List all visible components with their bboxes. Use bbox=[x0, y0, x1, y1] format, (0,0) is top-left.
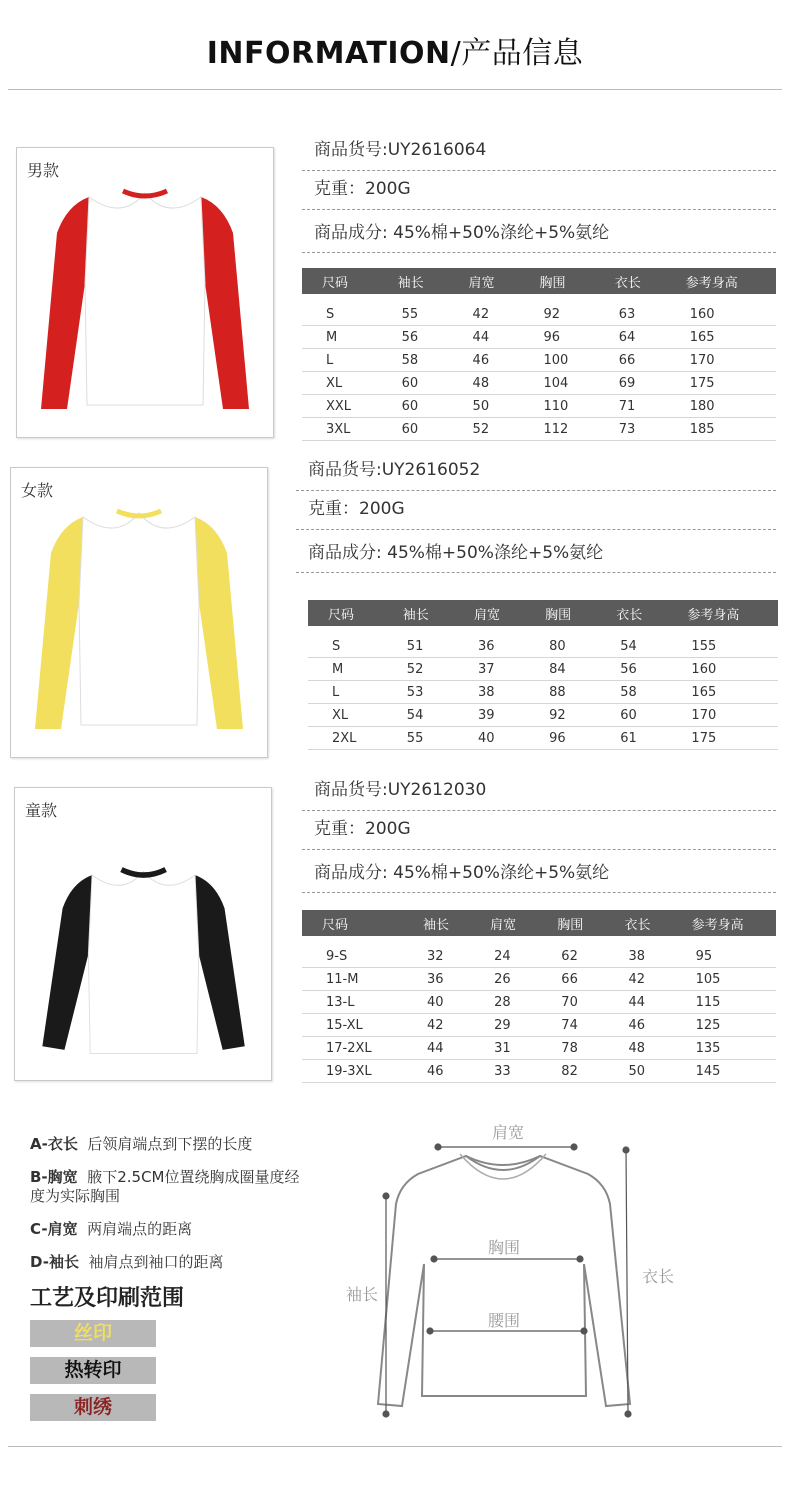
column-header: 胸围 bbox=[520, 268, 595, 294]
craft-screen-print: 丝印 bbox=[30, 1320, 156, 1347]
column-header: 肩宽 bbox=[449, 268, 520, 294]
table-row bbox=[302, 372, 776, 395]
product-info-men bbox=[302, 132, 776, 253]
table-cell: 46 bbox=[604, 1014, 671, 1037]
table-row bbox=[302, 936, 776, 968]
table-cell: 100 bbox=[520, 349, 595, 372]
size-table-kids bbox=[302, 910, 776, 1083]
label-chest: 胸围 bbox=[487, 1238, 521, 1257]
table-cell: XL bbox=[308, 704, 383, 727]
craft-embroidery: 刺绣 bbox=[30, 1394, 156, 1421]
table-cell: 56 bbox=[378, 326, 449, 349]
table-cell: 80 bbox=[525, 626, 596, 658]
table-cell: 125 bbox=[672, 1014, 776, 1037]
composition-line: 商品成分: 45%棉+50%涤纶+5%氨纶 bbox=[302, 210, 776, 253]
table-row bbox=[302, 968, 776, 991]
table-cell: 50 bbox=[449, 395, 520, 418]
table-header-row bbox=[302, 910, 776, 936]
raglan-shirt-image bbox=[25, 813, 261, 1071]
table-cell: 40 bbox=[454, 727, 525, 750]
column-header: 肩宽 bbox=[454, 600, 525, 626]
table-cell: 44 bbox=[403, 1037, 470, 1060]
table-cell: 40 bbox=[403, 991, 470, 1014]
table-row bbox=[302, 326, 776, 349]
table-cell: S bbox=[308, 626, 383, 658]
table-cell: 165 bbox=[666, 326, 776, 349]
table-cell: 32 bbox=[403, 936, 470, 968]
table-cell: 33 bbox=[470, 1060, 537, 1083]
column-header: 胸围 bbox=[537, 910, 604, 936]
table-cell: 51 bbox=[383, 626, 454, 658]
table-cell: 92 bbox=[525, 704, 596, 727]
table-cell: 55 bbox=[378, 294, 449, 326]
table-cell: 15-XL bbox=[302, 1014, 403, 1037]
table-cell: 44 bbox=[449, 326, 520, 349]
table-cell: 165 bbox=[667, 681, 778, 704]
column-header: 袖长 bbox=[403, 910, 470, 936]
size-table-men bbox=[302, 268, 776, 441]
table-cell: 96 bbox=[525, 727, 596, 750]
table-cell: 74 bbox=[537, 1014, 604, 1037]
table-cell: 175 bbox=[667, 727, 778, 750]
table-cell: 48 bbox=[604, 1037, 671, 1060]
table-cell: 104 bbox=[520, 372, 595, 395]
table-cell: 11-M bbox=[302, 968, 403, 991]
table-cell: 52 bbox=[383, 658, 454, 681]
sku-line: 商品货号:UY2616064 bbox=[302, 132, 776, 171]
table-cell: 170 bbox=[666, 349, 776, 372]
column-header: 尺码 bbox=[308, 600, 383, 626]
product-info-women bbox=[296, 452, 776, 573]
table-cell: 66 bbox=[595, 349, 666, 372]
table-cell: 26 bbox=[470, 968, 537, 991]
table-cell: 56 bbox=[596, 658, 667, 681]
table-cell: 36 bbox=[454, 626, 525, 658]
table-cell: 145 bbox=[672, 1060, 776, 1083]
table-cell: 185 bbox=[666, 418, 776, 441]
column-header: 尺码 bbox=[302, 910, 403, 936]
table-row bbox=[302, 991, 776, 1014]
table-cell: 175 bbox=[666, 372, 776, 395]
page-title bbox=[0, 28, 790, 72]
column-header: 衣长 bbox=[595, 268, 666, 294]
table-cell: L bbox=[302, 349, 378, 372]
table-cell: 115 bbox=[672, 991, 776, 1014]
weight-line: 克重：200G bbox=[296, 491, 776, 530]
table-cell: M bbox=[302, 326, 378, 349]
table-cell: 135 bbox=[672, 1037, 776, 1060]
table-cell: 170 bbox=[667, 704, 778, 727]
column-header: 参考身高 bbox=[672, 910, 776, 936]
table-cell: XL bbox=[302, 372, 378, 395]
product-photo-kids bbox=[14, 787, 272, 1081]
table-cell: 78 bbox=[537, 1037, 604, 1060]
table-cell: 54 bbox=[383, 704, 454, 727]
title-sub: /产品信息 bbox=[450, 36, 584, 71]
weight-line: 克重：200G bbox=[302, 811, 776, 850]
table-cell: 71 bbox=[595, 395, 666, 418]
table-cell: 58 bbox=[596, 681, 667, 704]
table-cell: 29 bbox=[470, 1014, 537, 1037]
table-cell: 88 bbox=[525, 681, 596, 704]
table-cell: 60 bbox=[378, 418, 449, 441]
table-cell: 3XL bbox=[302, 418, 378, 441]
table-cell: 28 bbox=[470, 991, 537, 1014]
label-shoulder: 肩宽 bbox=[491, 1123, 525, 1142]
table-cell: 69 bbox=[595, 372, 666, 395]
table-row bbox=[308, 658, 778, 681]
title-main: INFORMATION bbox=[206, 36, 451, 71]
column-header: 参考身高 bbox=[667, 600, 778, 626]
table-cell: 50 bbox=[604, 1060, 671, 1083]
table-cell: XXL bbox=[302, 395, 378, 418]
table-cell: 42 bbox=[449, 294, 520, 326]
table-row bbox=[308, 681, 778, 704]
product-info-kids bbox=[302, 772, 776, 893]
column-header: 衣长 bbox=[604, 910, 671, 936]
table-cell: 66 bbox=[537, 968, 604, 991]
table-cell: 62 bbox=[537, 936, 604, 968]
table-cell: 2XL bbox=[308, 727, 383, 750]
table-header-row bbox=[308, 600, 778, 626]
table-cell: 92 bbox=[520, 294, 595, 326]
table-header-row bbox=[302, 268, 776, 294]
table-cell: 60 bbox=[596, 704, 667, 727]
raglan-shirt-image bbox=[21, 493, 257, 751]
table-row bbox=[302, 1014, 776, 1037]
table-cell: 31 bbox=[470, 1037, 537, 1060]
table-cell: 96 bbox=[520, 326, 595, 349]
raglan-shirt-image bbox=[27, 173, 263, 431]
table-cell: 52 bbox=[449, 418, 520, 441]
table-row bbox=[302, 1060, 776, 1083]
table-row bbox=[302, 395, 776, 418]
table-cell: 38 bbox=[604, 936, 671, 968]
table-cell: S bbox=[302, 294, 378, 326]
legend-item: C-肩宽 两肩端点的距离 bbox=[30, 1220, 193, 1238]
label-length: 衣长 bbox=[641, 1267, 675, 1286]
table-cell: 46 bbox=[403, 1060, 470, 1083]
table-cell: 155 bbox=[667, 626, 778, 658]
table-row bbox=[308, 727, 778, 750]
column-header: 袖长 bbox=[378, 268, 449, 294]
table-cell: M bbox=[308, 658, 383, 681]
top-divider bbox=[8, 89, 782, 90]
table-cell: 42 bbox=[604, 968, 671, 991]
product-photo-men bbox=[16, 147, 274, 438]
table-cell: 36 bbox=[403, 968, 470, 991]
label-waist: 腰围 bbox=[487, 1311, 521, 1330]
table-cell: 42 bbox=[403, 1014, 470, 1037]
table-cell: 110 bbox=[520, 395, 595, 418]
table-cell: 60 bbox=[378, 395, 449, 418]
composition-line: 商品成分: 45%棉+50%涤纶+5%氨纶 bbox=[296, 530, 776, 573]
table-cell: 63 bbox=[595, 294, 666, 326]
table-cell: 70 bbox=[537, 991, 604, 1014]
column-header: 胸围 bbox=[525, 600, 596, 626]
table-cell: 24 bbox=[470, 936, 537, 968]
column-header: 肩宽 bbox=[470, 910, 537, 936]
table-cell: 13-L bbox=[302, 991, 403, 1014]
sku-line: 商品货号:UY2612030 bbox=[302, 772, 776, 811]
table-cell: 82 bbox=[537, 1060, 604, 1083]
bottom-divider bbox=[8, 1446, 782, 1447]
size-table-women bbox=[308, 600, 778, 750]
table-cell: 64 bbox=[595, 326, 666, 349]
table-cell: 73 bbox=[595, 418, 666, 441]
table-cell: 112 bbox=[520, 418, 595, 441]
legend-item: A-衣长 后领肩端点到下摆的长度 bbox=[30, 1135, 253, 1153]
table-cell: 19-3XL bbox=[302, 1060, 403, 1083]
table-row bbox=[302, 1037, 776, 1060]
weight-line: 克重：200G bbox=[302, 171, 776, 210]
table-cell: 9-S bbox=[302, 936, 403, 968]
table-row bbox=[308, 704, 778, 727]
table-cell: 58 bbox=[378, 349, 449, 372]
label-sleeve: 袖长 bbox=[345, 1285, 379, 1304]
table-cell: 55 bbox=[383, 727, 454, 750]
product-label: 男款 bbox=[27, 161, 60, 180]
table-cell: 38 bbox=[454, 681, 525, 704]
sku-line: 商品货号:UY2616052 bbox=[296, 452, 776, 491]
table-cell: 160 bbox=[667, 658, 778, 681]
table-cell: 180 bbox=[666, 395, 776, 418]
table-cell: 105 bbox=[672, 968, 776, 991]
table-cell: 60 bbox=[378, 372, 449, 395]
table-cell: 54 bbox=[596, 626, 667, 658]
table-cell: 53 bbox=[383, 681, 454, 704]
table-row bbox=[302, 349, 776, 372]
table-cell: 48 bbox=[449, 372, 520, 395]
table-row bbox=[308, 626, 778, 658]
table-row bbox=[302, 294, 776, 326]
table-cell: 44 bbox=[604, 991, 671, 1014]
table-cell: 84 bbox=[525, 658, 596, 681]
column-header: 参考身高 bbox=[666, 268, 776, 294]
table-cell: 37 bbox=[454, 658, 525, 681]
table-cell: 39 bbox=[454, 704, 525, 727]
table-row bbox=[302, 418, 776, 441]
legend-item: D-袖长 袖肩点到袖口的距离 bbox=[30, 1253, 224, 1271]
table-cell: 61 bbox=[596, 727, 667, 750]
craft-heat-transfer: 热转印 bbox=[30, 1357, 156, 1384]
measurement-legend bbox=[30, 1135, 300, 1286]
column-header: 衣长 bbox=[596, 600, 667, 626]
table-cell: L bbox=[308, 681, 383, 704]
measurement-diagram bbox=[338, 1114, 678, 1424]
table-cell: 17-2XL bbox=[302, 1037, 403, 1060]
product-label: 童款 bbox=[25, 801, 58, 820]
product-photo-women bbox=[10, 467, 268, 758]
column-header: 袖长 bbox=[383, 600, 454, 626]
table-cell: 46 bbox=[449, 349, 520, 372]
legend-item: B-胸宽 腋下2.5CM位置绕胸成圈量度经度为实际胸围 bbox=[30, 1168, 300, 1205]
table-cell: 160 bbox=[666, 294, 776, 326]
composition-line: 商品成分: 45%棉+50%涤纶+5%氨纶 bbox=[302, 850, 776, 893]
product-label: 女款 bbox=[21, 481, 54, 500]
craft-title: 工艺及印刷范围 bbox=[30, 1286, 185, 1311]
column-header: 尺码 bbox=[302, 268, 378, 294]
table-cell: 95 bbox=[672, 936, 776, 968]
